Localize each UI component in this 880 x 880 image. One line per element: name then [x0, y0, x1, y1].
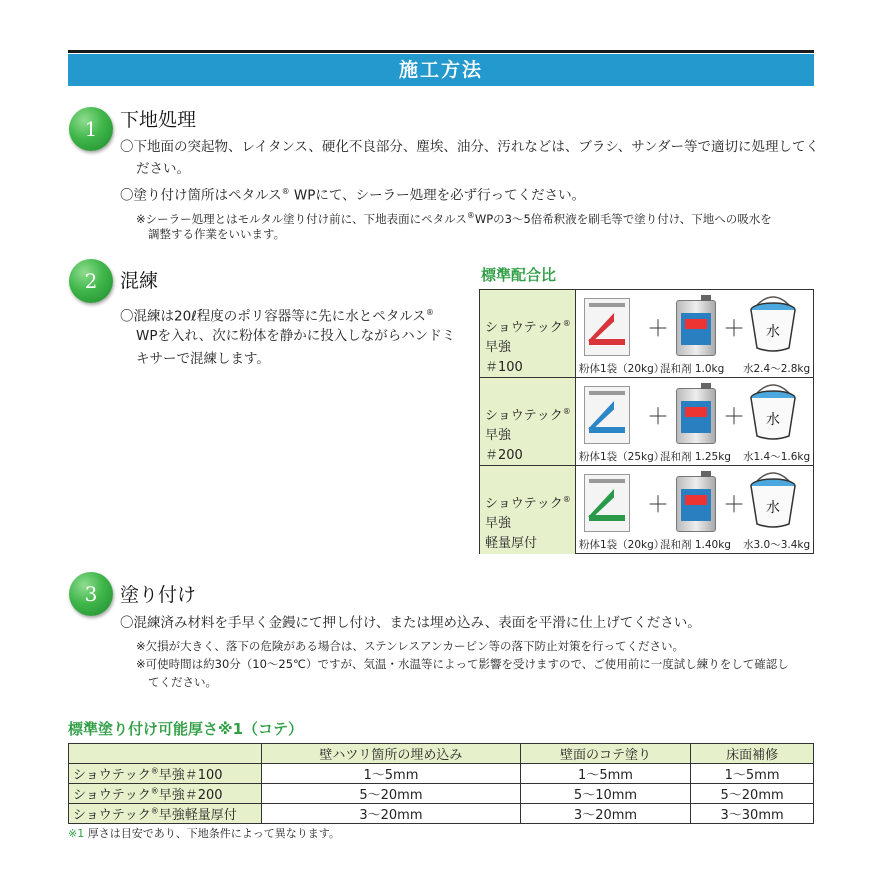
step-2-text-2: WPを入れ、次に粉体を静かに投入しながらハンドミ: [136, 328, 456, 344]
admixture-amount: 混和剤 1.0kg: [660, 363, 725, 375]
mix-product-line2: 軽量厚付: [485, 536, 538, 552]
admixture-amount: 混和剤 1.40kg: [660, 539, 731, 551]
mix-product-line2: ＃100: [485, 360, 523, 376]
admixture-can-icon: [676, 388, 716, 444]
step-3-title: 塗り付け: [120, 584, 197, 606]
svg-text:水: 水: [766, 324, 780, 340]
step-2-text-3: キサーで混練します。: [136, 351, 270, 367]
table-row: [69, 764, 814, 784]
svg-text:水: 水: [766, 412, 780, 428]
plus-icon: ＋: [647, 493, 670, 518]
admixture-can-icon: [676, 300, 716, 356]
powder-amount: 粉体1袋（25kg）: [579, 451, 665, 463]
step-1-circle: [69, 107, 113, 151]
step-number: 3: [84, 582, 98, 606]
section-title: 施工方法: [398, 59, 483, 81]
step-3-note-2a: ※可使時間は約30分（10～25℃）ですが、気温・水温等によって影響を受けますので、ご使用前に一度試し練りをして確認し: [136, 657, 789, 671]
table-cell: 5～10mm: [520, 784, 690, 804]
step-number: 1: [84, 117, 98, 141]
powder-amount: 粉体1袋（20kg）: [579, 363, 665, 375]
table-header-row: [69, 744, 814, 764]
footnote-text: 厚さは目安であり、下地条件によって異なります。: [87, 827, 340, 840]
step-1-note-a: ※シーラー処理とはモルタル塗り付け前に、下地表面にペタルス®WPの3～5倍希釈液を刷毛等で塗り付け、下地への吸水を: [136, 211, 772, 226]
water-amount: 水3.0～3.4kg: [743, 539, 811, 551]
powder-bag-icon: [584, 386, 630, 444]
water-bucket-icon: [748, 296, 798, 352]
mix-product-name: [480, 290, 576, 377]
mix-product-name: [480, 378, 576, 465]
thickness-heading: 標準塗り付け可能厚さ※1（コテ）: [68, 720, 304, 738]
step-3-circle: [69, 572, 113, 616]
powder-amount: 粉体1袋（20kg）: [579, 539, 665, 551]
powder-bag-icon: [584, 298, 630, 356]
footnote-mark: ※1: [68, 827, 85, 840]
step-1-text-1b: ださい。: [136, 161, 190, 177]
section-title-band: [68, 54, 814, 86]
mix-heading: 標準配合比: [481, 266, 557, 284]
step-2-text-1: 〇混練は20ℓ程度のポリ容器等に先に水とペタルス®: [120, 308, 434, 325]
admixture-amount: 混和剤 1.25kg: [660, 451, 731, 463]
plus-icon: ＋: [723, 405, 746, 430]
water-amount: 水2.4～2.8kg: [743, 363, 811, 375]
table-cell: 1～5mm: [691, 764, 814, 784]
step-3-note-1: ※欠損が大きく、落下の危険がある場合は、ステンレスアンカーピン等の落下防止対策を行ってください。: [136, 639, 685, 653]
water-bucket-icon: [748, 384, 798, 440]
table-row: [69, 784, 814, 804]
mix-table: [479, 289, 814, 554]
step-2-title: 混練: [120, 270, 159, 292]
thickness-table: [68, 743, 814, 824]
table-cell: 5～20mm: [691, 784, 814, 804]
mix-product-line1: ショウテック®早強: [485, 495, 571, 532]
step-1-note-b: 調整する作業をいいます。: [148, 227, 286, 241]
column-header: 壁ハツリ箇所の埋め込み: [262, 744, 521, 764]
mix-row: [480, 378, 813, 466]
table-cell: 3～20mm: [520, 804, 690, 824]
mix-row: [480, 290, 813, 378]
row-label: ショウテック®早強軽量厚付: [69, 804, 262, 824]
step-2-circle: [69, 259, 113, 303]
water-bucket-icon: [748, 472, 798, 528]
row-label: ショウテック®早強＃200: [69, 784, 262, 804]
mix-product-line1: ショウテック®早強: [485, 407, 571, 444]
table-cell: 1～5mm: [262, 764, 521, 784]
table-cell: 5～20mm: [262, 784, 521, 804]
mix-product-line1: ショウテック®早強: [485, 319, 571, 356]
table-cell: 3～20mm: [262, 804, 521, 824]
admixture-can-icon: [676, 476, 716, 532]
header-rule: [68, 50, 814, 53]
mix-product-name: [480, 466, 576, 554]
step-1-text-2: 〇塗り付け箇所はペタルス® WPにて、シーラー処理を必ず行ってください。: [120, 187, 586, 204]
thickness-footnote: [68, 825, 340, 843]
powder-bag-icon: [584, 474, 630, 532]
table-row: [69, 804, 814, 824]
table-cell: 1～5mm: [520, 764, 690, 784]
step-3-note-2b: てください。: [148, 675, 217, 689]
step-3-text-1: 〇混練済み材料を手早く金鏝にて押し付け、または埋め込み、表面を平滑に仕上げてください。: [120, 615, 701, 631]
plus-icon: ＋: [647, 317, 670, 342]
mix-row: [480, 466, 813, 554]
step-1-title: 下地処理: [120, 109, 197, 131]
step-number: 2: [84, 269, 98, 293]
plus-icon: ＋: [723, 317, 746, 342]
row-label: ショウテック®早強＃100: [69, 764, 262, 784]
column-header: 壁面のコテ塗り: [520, 744, 690, 764]
mix-product-line2: ＃200: [485, 448, 523, 464]
column-header: [69, 744, 262, 764]
column-header: 床面補修: [691, 744, 814, 764]
table-cell: 3～30mm: [691, 804, 814, 824]
step-1-text-1a: 〇下地面の突起物、レイタンス、硬化不良部分、塵埃、油分、汚れなどは、ブラシ、サンダー等で適切に処理してく: [120, 139, 820, 155]
plus-icon: ＋: [647, 405, 670, 430]
water-amount: 水1.4～1.6kg: [743, 451, 811, 463]
svg-text:水: 水: [766, 500, 780, 516]
plus-icon: ＋: [723, 493, 746, 518]
